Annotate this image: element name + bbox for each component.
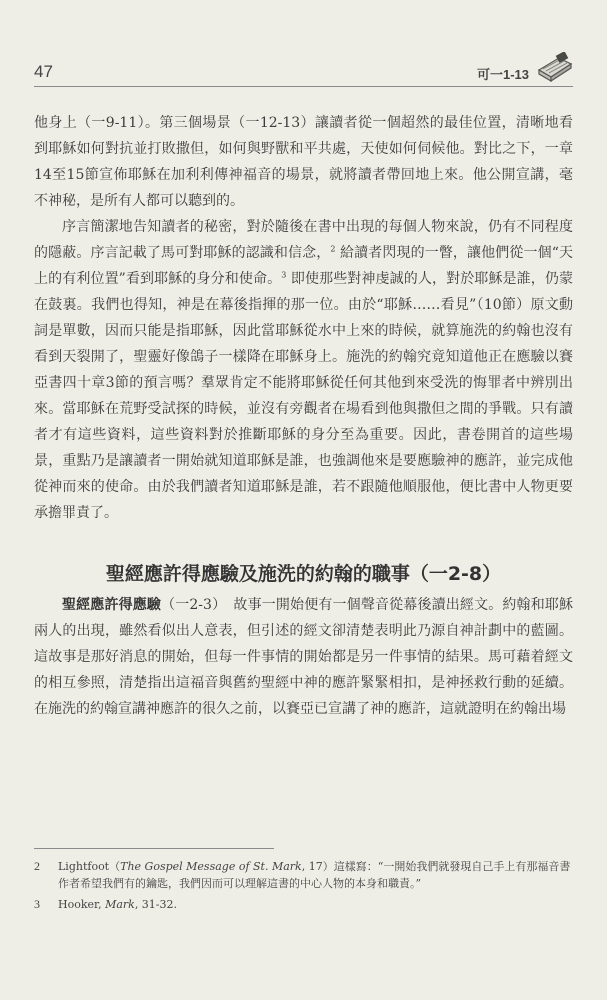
footnote-title: Mark <box>105 898 135 911</box>
header-rule <box>34 86 573 87</box>
book-icon <box>537 52 573 82</box>
footnote-number: 3 <box>34 897 40 911</box>
paragraph-2 <box>34 214 573 526</box>
footnote-ref-3[interactable]: 3 <box>281 270 287 280</box>
paragraph-1: 他身上（一9-11）。第三個場景（一12-13）讓讀者從一個超然的最佳位置，清晰地看到耶穌如何對抗並打敗撒但，如何與野獸和平共處，天使如何伺候他。對比之下，一章14至15節宣佈耶穌在加利利傳神福音的場景，就將讀者帶回地上來。他公開宣講，毫不神秘，是所有人都可以聽到的。 <box>34 115 573 209</box>
footnote-text-pre: Lightfoot（ <box>58 860 121 873</box>
footnote-text <box>58 858 573 892</box>
paragraph-2-part-c: 即使那些對神虔誠的人，對於耶穌是誰，仍蒙在鼓裏。我們也得知，神是在幕後指揮的那一位。由於“耶穌……看見”（10節）原文動詞是單數，因而只能是指耶穌，因此當耶穌從水中上來的時候，就算施洗的約翰也沒有看到天裂開了，聖靈好像鴿子一樣降在耶穌身上。施洗的約翰究竟知道他正在應驗以賽亞書四十章3節的預言嗎？羣眾肯定不能將耶穌從任何其他到來受洗的悔罪者中辨別出來。當耶穌在荒野受試探的時候，並沒有旁觀者在場看到他與撒但之間的爭戰。只有讀者才有這些資料，這些資料對於推斷耶穌的身分至為重要。因此，書卷開首的這些場景，重點乃是讓讀者一開始就知道耶穌是誰，也強調他來是要應驗神的應許，並完成他從神而來的使命。由於我們讀者知道耶穌是誰，若不跟隨他順服他，便比書中人物更要承擔罪責了。 <box>34 271 574 521</box>
footnote-text-pre: Hooker, <box>58 898 106 911</box>
section-paragraph <box>34 592 573 722</box>
page-number: 47 <box>34 62 53 81</box>
page-header <box>34 56 573 86</box>
footnote-text <box>58 896 573 913</box>
section-heading: 聖經應許得應驗及施洗的約翰的職事（一2-8） <box>105 563 502 585</box>
paragraph-2-part-a: 序言簡潔地告知讀者的秘密，對於隨後在書中出現的每個人物來說，仍有不同程度的隱蔽。序言記載了馬可對耶穌的認識和信念， <box>34 219 573 261</box>
footnote-title: The Gospel Message of St. Mark <box>120 860 302 873</box>
paragraph-2-part-b: 給讀者閃現的一瞥，讓他們從一個“天上的有利位置”看到耶穌的身分和使命。 <box>34 245 573 287</box>
running-head: 可一1-13 <box>476 67 529 82</box>
main-text <box>34 110 573 722</box>
footnote-2 <box>34 858 573 892</box>
footnote-ref-2[interactable]: 2 <box>330 244 336 254</box>
footnote-text-post: , 31-32. <box>134 898 178 911</box>
footnote-number: 2 <box>34 859 40 873</box>
sub-heading: 聖經應許得應驗 <box>62 597 162 613</box>
footnote-rule <box>34 848 274 849</box>
sub-heading-ref: （一2-3） <box>161 597 220 613</box>
section-body: 故事一開始便有一個聲音從幕後讀出經文。約翰和耶穌兩人的出現，雖然看似出人意表，但引述的經文卻清楚表明此乃源自神計劃中的藍圖。這故事是那好消息的開始，但每一件事情的開始都是另一件事情的結果。馬可藉着經文的相互參照，清楚指出這福音與舊約聖經中神的應許緊緊相扣，是神拯救行動的延續。在施洗的約翰宣講神應許的很久之前，以賽亞已宣講了神的應許，這就證明在約翰出場 <box>34 597 574 717</box>
footnote-3 <box>34 896 573 913</box>
footnotes <box>34 858 573 917</box>
footnote-text-post: , 17）這樣寫：“一開始我們就發現自己手上有那福音書作者希望我們有的鑰匙，我們因而可以理解這書的中心人物的本身和職責。” <box>58 860 571 890</box>
